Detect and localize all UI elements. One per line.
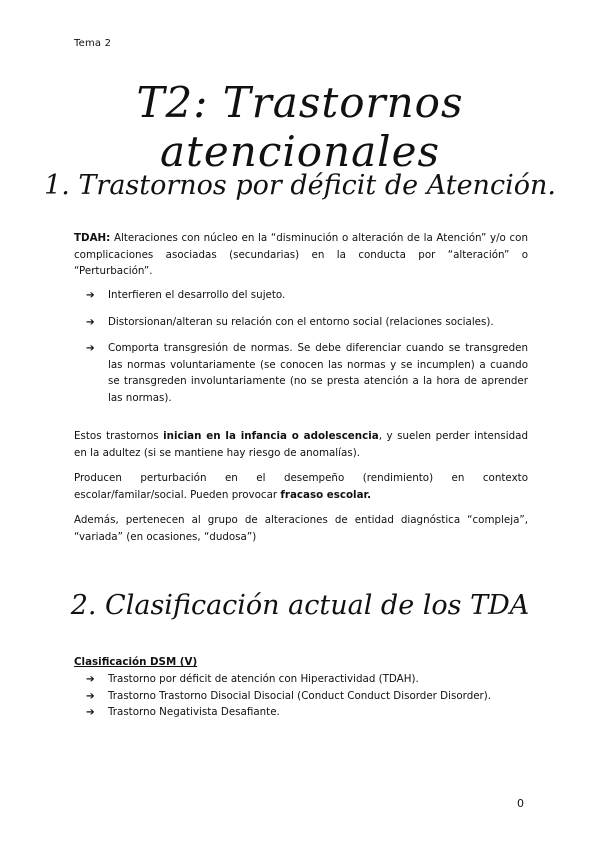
list-item (86, 671, 528, 688)
list-item (86, 704, 528, 721)
section-1-title: 1. Trastornos por déficit de Atención. (44, 170, 556, 201)
page-header: Tema 2 (74, 38, 112, 49)
arrow-icon: ➔ (86, 673, 95, 685)
tdah-bullet-list (86, 287, 528, 416)
bullet-text: Distorsionan/alteran su relación con el entorno social (relaciones sociales). (108, 315, 494, 328)
performance-text: Producen perturbación en el desempeño (rendimiento) en contexto escolar/familar/social. Pueden provocar (74, 472, 528, 501)
arrow-icon: ➔ (86, 289, 95, 301)
tdah-label: TDAH: (74, 232, 111, 244)
tdah-text: Alteraciones con núcleo en la “disminución o alteración de la Atención” y/o con complicaciones asociadas (secundarias) en la conducta por “alteración” o “Perturbación”. (74, 232, 528, 277)
tdah-paragraph (74, 230, 528, 280)
bullet-text: Comporta transgresión de normas. Se debe diferenciar cuando se transgreden las normas voluntariamente (se conocen las normas y se incumplen) a cuando se transgreden involuntariamente (no se presta atención a la hora de aprender las normas). (108, 342, 528, 404)
onset-paragraph (74, 428, 528, 461)
performance-paragraph (74, 470, 528, 503)
school-failure-emphasis: fracaso escolar. (280, 488, 372, 501)
dsm-bullet-list (86, 671, 528, 721)
onset-text-end: , y suelen perder intensidad en la adultez (si se mantiene hay riesgo de anomalías). (74, 430, 529, 459)
bullet-text: Trastorno Trastorno Disocial Disocial (Conduct Conduct Disorder Disorder). (108, 689, 492, 702)
arrow-icon: ➔ (86, 342, 95, 354)
onset-emphasis: inician en la infancia o adolescencia (163, 430, 379, 442)
list-item (86, 287, 528, 304)
page-number: 0 (517, 797, 524, 810)
arrow-icon: ➔ (86, 689, 95, 702)
bullet-text: Trastorno Negativista Desafiante. (108, 706, 280, 718)
list-item (86, 340, 528, 406)
list-item (86, 314, 528, 331)
section-2-title: 2. Clasificación actual de los TDA (70, 590, 530, 621)
dsm-heading: Clasificación DSM (V) (74, 656, 198, 668)
arrow-icon: ➔ (86, 706, 95, 718)
bullet-text: Trastorno por déficit de atención con Hiperactividad (TDAH). (108, 673, 419, 685)
arrow-icon: ➔ (86, 315, 95, 328)
onset-text-start: Estos trastornos (74, 430, 164, 442)
diagnostic-paragraph: Además, pertenecen al grupo de alteraciones de entidad diagnóstica “compleja”, “variada” (en ocasiones, “dudosa”) (74, 514, 528, 543)
list-item (86, 688, 528, 705)
page-title: T2: Trastornos atencionales (136, 78, 464, 176)
bullet-text: Interfieren el desarrollo del sujeto. (108, 289, 286, 301)
